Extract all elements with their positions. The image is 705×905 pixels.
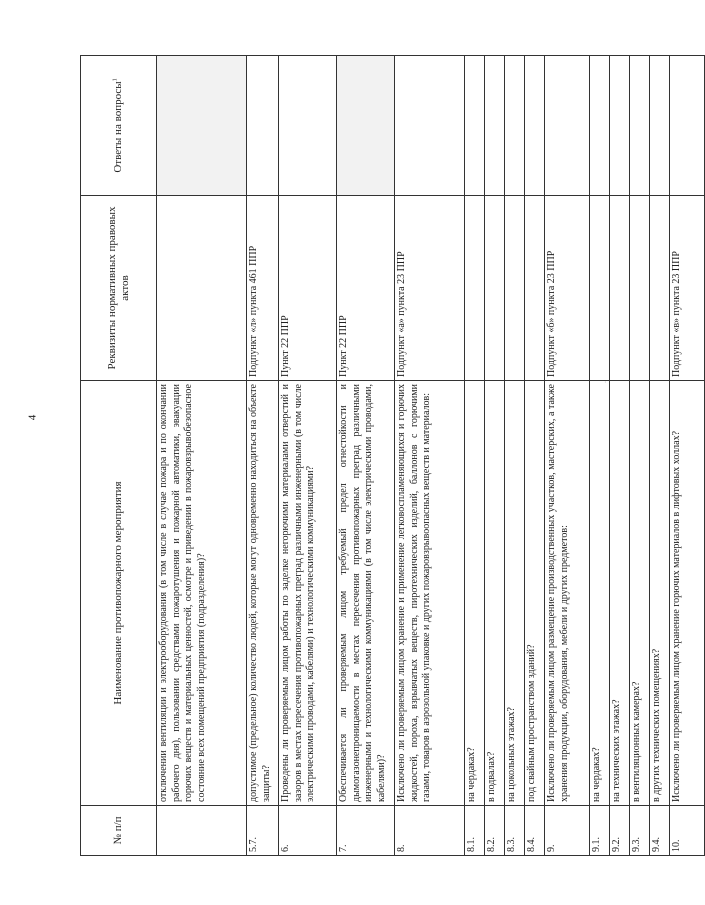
cell-measure: Исключено ли проверяемым лицом хранение горючих материалов в лифтовых холлах?: [670, 381, 705, 806]
table-row: [279, 56, 337, 856]
cell-number: 5.7.: [247, 806, 279, 856]
table-row: [525, 56, 545, 856]
header-number: № п/п: [81, 806, 157, 856]
cell-legal-act: [610, 196, 630, 381]
answer-cell[interactable]: [157, 56, 247, 196]
cell-measure: в вентиляционных камерах?: [630, 381, 650, 806]
cell-legal-act: [505, 196, 525, 381]
header-measure: Наименование противопожарного мероприятия: [81, 381, 157, 806]
cell-measure: отключении вентиляции и электрооборудования (в том числе в случае пожара и по окончании рабочего дня), пользовании средствами пожаротушения и пожарной автоматики, эвакуации горючих веществ и материальных ценностей, осмотре и приведении в пожаровзрывобезопасное состояние всех помещений предприятия (подразделения)?: [157, 381, 247, 806]
answer-cell[interactable]: [465, 56, 485, 196]
answer-cell[interactable]: [337, 56, 395, 196]
cell-measure: на чердаках?: [590, 381, 610, 806]
cell-legal-act: [465, 196, 485, 381]
answer-cell[interactable]: [505, 56, 525, 196]
cell-number: 9.3.: [630, 806, 650, 856]
cell-measure: Исключено ли проверяемым лицом хранение и применение легковоспламеняющихся и горючих жидкостей, пороха, взрывчатых веществ, пиротехнических изделий, баллонов с горючими газами, товаров в аэрозольной упаковке и других пожаровзрывоопасных веществ и материалов:: [395, 381, 465, 806]
table-row: [485, 56, 505, 856]
table-row: [650, 56, 670, 856]
answer-cell[interactable]: [610, 56, 630, 196]
cell-measure: в подвалах?: [485, 381, 505, 806]
cell-measure: под свайным пространством зданий?: [525, 381, 545, 806]
table-row: [670, 56, 705, 856]
answer-cell[interactable]: [590, 56, 610, 196]
checklist-table: [80, 55, 705, 856]
header-answers: [81, 56, 157, 196]
table-row: [590, 56, 610, 856]
table-row: [157, 56, 247, 856]
table-row: [465, 56, 485, 856]
cell-legal-act: [590, 196, 610, 381]
cell-legal-act: [485, 196, 505, 381]
cell-number: 10.: [670, 806, 705, 856]
page-number: 4: [26, 414, 39, 421]
table-row: [545, 56, 590, 856]
cell-legal-act: [650, 196, 670, 381]
cell-measure: допустимое (предельное) количество людей, которые могут одновременно находиться на объекте защиты?: [247, 381, 279, 806]
cell-number: [157, 806, 247, 856]
cell-legal-act: [630, 196, 650, 381]
cell-number: 8.1.: [465, 806, 485, 856]
cell-number: 6.: [279, 806, 337, 856]
cell-measure: Обеспечивается ли проверяемым лицом требуемый предел огнестойкости и дымогазонепроницаемости в местах пересечения противопожарных преград различными инженерными и технологическими коммуникациями (в том числе электрическими проводами, кабелями)?: [337, 381, 395, 806]
answer-cell[interactable]: [279, 56, 337, 196]
cell-number: 9.1.: [590, 806, 610, 856]
answer-cell[interactable]: [247, 56, 279, 196]
answer-cell[interactable]: [395, 56, 465, 196]
footnote-mark: 1: [112, 78, 119, 82]
cell-measure: в других технических помещениях?: [650, 381, 670, 806]
scan-speck: ·: [604, 378, 607, 387]
answer-cell[interactable]: [670, 56, 705, 196]
cell-legal-act: Подпункт «а» пункта 23 ППР: [395, 196, 465, 381]
cell-number: 8.3.: [505, 806, 525, 856]
cell-legal-act: Пункт 22 ППР: [279, 196, 337, 381]
cell-number: 9.4.: [650, 806, 670, 856]
cell-measure: на цокольных этажах?: [505, 381, 525, 806]
checklist-sheet: [80, 56, 682, 856]
table-row: [337, 56, 395, 856]
answer-cell[interactable]: [650, 56, 670, 196]
cell-legal-act: Пункт 22 ППР: [337, 196, 395, 381]
cell-number: 8.4.: [525, 806, 545, 856]
cell-legal-act: [525, 196, 545, 381]
cell-number: 8.: [395, 806, 465, 856]
cell-measure: на технических этажах?: [610, 381, 630, 806]
answer-cell[interactable]: [630, 56, 650, 196]
cell-legal-act: [157, 196, 247, 381]
table-row: [610, 56, 630, 856]
table-row: [505, 56, 525, 856]
table-row: [630, 56, 650, 856]
header-answers-label: Ответы на вопросы: [112, 81, 124, 173]
cell-number: 9.: [545, 806, 590, 856]
cell-number: 8.2.: [485, 806, 505, 856]
answer-cell[interactable]: [525, 56, 545, 196]
table-header-row: [81, 56, 157, 856]
answer-cell[interactable]: [545, 56, 590, 196]
cell-legal-act: Подпункт «в» пункта 23 ППР: [670, 196, 705, 381]
table-row: [395, 56, 465, 856]
table-row: [247, 56, 279, 856]
cell-number: 7.: [337, 806, 395, 856]
cell-measure: Исключено ли проверяемым лицом размещение производственных участков, мастерских, а также хранения продукции, оборудования, мебели и других предметов:: [545, 381, 590, 806]
cell-measure: Проведены ли проверяемым лицом работы по заделке негорючими материалами отверстий и зазоров в местах пересечения противопожарных преград различными инженерными (в том числе электрическими проводами, кабелями) и технологическими коммуникациями?: [279, 381, 337, 806]
cell-legal-act: Подпункт «б» пункта 23 ППР: [545, 196, 590, 381]
cell-measure: на чердаках?: [465, 381, 485, 806]
cell-legal-act: Подпункт «л» пункта 461 ППР: [247, 196, 279, 381]
answer-cell[interactable]: [485, 56, 505, 196]
cell-number: 9.2.: [610, 806, 630, 856]
header-legal-acts: Реквизиты нормативных правовых актов: [81, 196, 157, 381]
